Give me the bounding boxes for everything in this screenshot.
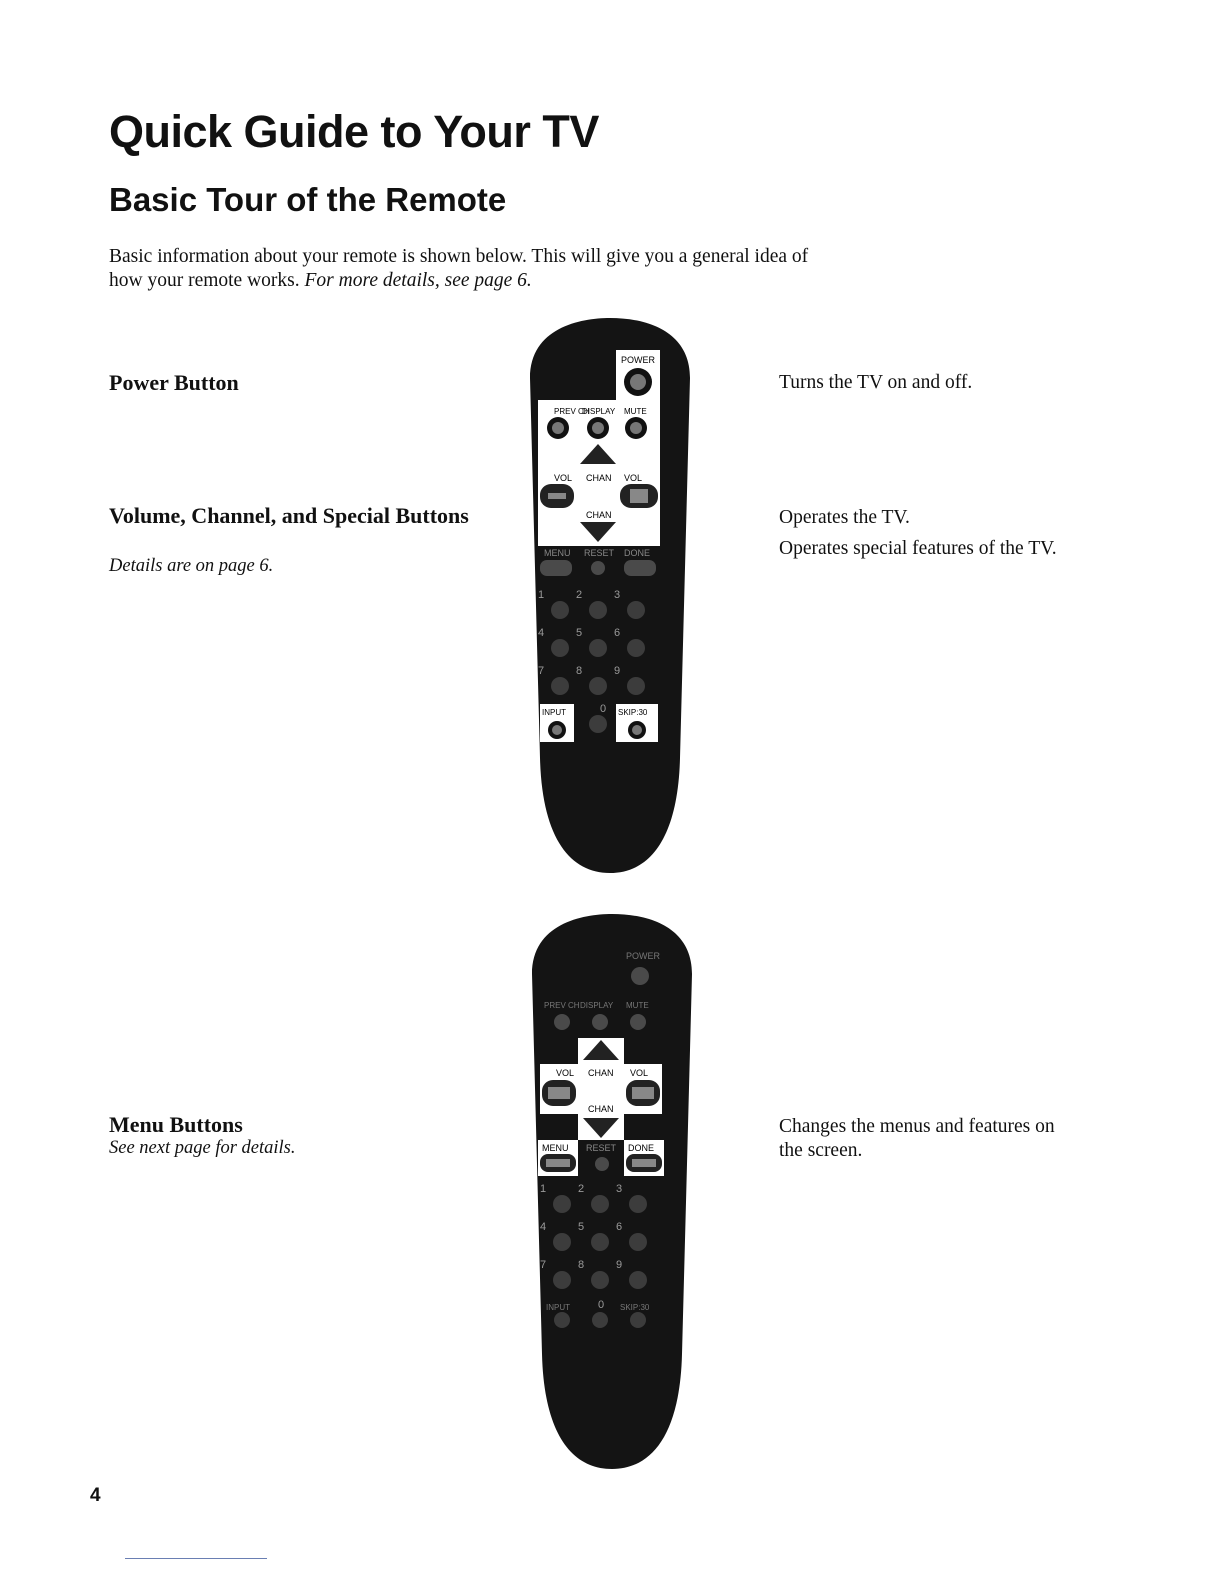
digit-8-label: 8	[576, 665, 583, 677]
vol-right-label: VOL	[624, 473, 643, 483]
digit-2-label: 2	[576, 589, 583, 601]
digit-1-label-2: 1	[540, 1183, 547, 1195]
vol-chan-special-label: Volume, Channel, and Special Buttons	[109, 503, 469, 528]
digit-4-label-2: 4	[540, 1221, 547, 1233]
done-key-label: DONE	[628, 1143, 655, 1153]
vol-right-label-2: VOL	[630, 1068, 649, 1078]
digit-6-label-2: 6	[616, 1221, 623, 1233]
digit-5-label: 5	[576, 627, 583, 639]
menu-buttons-sublabel: See next page for details.	[109, 1138, 296, 1158]
prev-ch-key-label: PREV CH	[554, 407, 590, 416]
intro-more-details: For more details, see page 6.	[304, 270, 532, 291]
digit-4-label: 4	[538, 627, 545, 639]
intro-text: Basic information about your remote is shown below. This will give you a general idea of how your remote works.	[109, 246, 809, 291]
mute-label-dim: MUTE	[626, 1001, 649, 1010]
digit-8-label-2: 8	[578, 1259, 585, 1271]
digit-5-label-2: 5	[578, 1221, 585, 1233]
vol-left-label: VOL	[554, 473, 573, 483]
mute-key-label: MUTE	[624, 407, 647, 416]
digit-7-label-2: 7	[540, 1259, 547, 1271]
digit-3-label-2: 3	[616, 1183, 623, 1195]
chan-label-bottom: CHAN	[586, 510, 612, 520]
reset-label: RESET	[584, 548, 615, 558]
digit-9-label-2: 9	[616, 1259, 623, 1271]
digit-0-label-2: 0	[598, 1299, 605, 1311]
power-key-label: POWER	[620, 355, 656, 365]
menu-buttons-description: Changes the menus and features on the screen.	[779, 1116, 1055, 1161]
section-title: Basic Tour of the Remote	[109, 181, 507, 218]
chan-label-top-2: CHAN	[588, 1068, 614, 1078]
remote-diagram-bottom	[522, 914, 702, 1479]
intro-paragraph	[109, 245, 809, 293]
vol-chan-special-sublabel: Details are on page 6.	[109, 556, 274, 576]
power-button-label: Power Button	[109, 370, 239, 395]
digit-6-label: 6	[614, 627, 621, 639]
page-title: Quick Guide to Your TV	[109, 106, 599, 157]
footer-rule	[125, 1558, 267, 1559]
display-label-dim: DISPLAY	[580, 1001, 614, 1010]
digit-0-label: 0	[600, 703, 607, 715]
vol-chan-description: Operates the TV.	[779, 507, 910, 528]
input-key-label: INPUT	[542, 708, 566, 717]
skip-label-dim: SKIP:30	[620, 1303, 650, 1312]
menu-key-label: MENU	[542, 1143, 569, 1153]
prev-ch-label-dim: PREV CH	[544, 1001, 580, 1010]
menu-buttons-label: Menu Buttons	[109, 1112, 243, 1137]
page-number: 4	[90, 1485, 101, 1506]
chan-label-top: CHAN	[586, 473, 612, 483]
digit-1-label: 1	[538, 589, 545, 601]
digit-9-label: 9	[614, 665, 621, 677]
special-features-description: Operates special features of the TV.	[779, 538, 1057, 559]
chan-label-bottom-2: CHAN	[588, 1104, 614, 1114]
input-label-dim: INPUT	[546, 1303, 570, 1312]
remote-diagram-top	[520, 318, 700, 883]
power-key-label-dim: POWER	[626, 951, 661, 961]
done-label: DONE	[624, 548, 651, 558]
skip-key-label: SKIP:30	[618, 708, 648, 717]
digit-3-label: 3	[614, 589, 621, 601]
menu-label: MENU	[544, 548, 571, 558]
vol-left-label-2: VOL	[556, 1068, 575, 1078]
digit-7-label: 7	[538, 665, 545, 677]
digit-2-label-2: 2	[578, 1183, 585, 1195]
reset-key-label-dim: RESET	[586, 1143, 617, 1153]
power-button-description: Turns the TV on and off.	[779, 372, 973, 393]
display-key-label: DISPLAY	[582, 407, 616, 416]
